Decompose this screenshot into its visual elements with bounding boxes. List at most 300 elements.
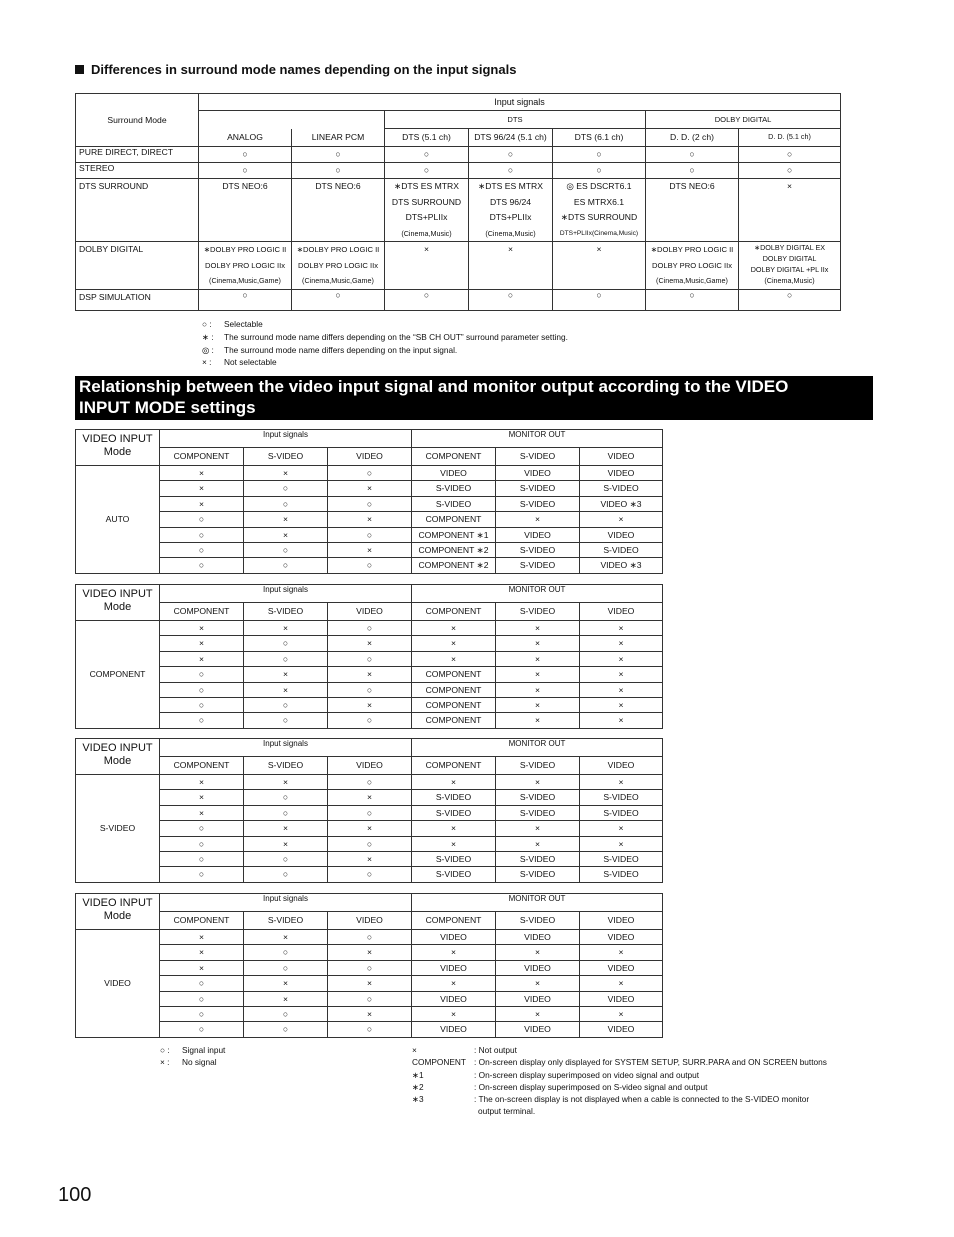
col-header: D. D. (2 ch) xyxy=(646,129,739,147)
table-row xyxy=(76,179,841,242)
legend-text: The surround mode name differs depending on the “SB CH OUT” surround parameter setting. xyxy=(224,331,568,342)
col-header: VIDEO xyxy=(328,448,412,466)
cell: × xyxy=(160,651,244,666)
cell: ○ xyxy=(244,1006,328,1021)
cell: × xyxy=(496,945,580,960)
col-header: S-VIDEO xyxy=(244,448,328,466)
input-signals-header: Input signals xyxy=(160,894,412,912)
cell: ○ xyxy=(199,163,292,179)
cell: ○ xyxy=(160,1022,244,1037)
input-signals-header: Input signals xyxy=(199,94,841,111)
cell: S-VIDEO xyxy=(496,542,580,557)
row-label: DTS SURROUND xyxy=(76,179,199,242)
cell-line: ∗DTS ES MTRX xyxy=(394,181,459,191)
cell: ○ xyxy=(199,290,292,311)
legend-item xyxy=(412,1069,827,1081)
cell: COMPONENT ∗1 xyxy=(412,527,496,542)
cell: × xyxy=(580,713,663,728)
table-row xyxy=(76,851,663,866)
cell: × xyxy=(580,682,663,697)
legend-text: : Not output xyxy=(474,1045,517,1055)
cell: ○ xyxy=(646,163,739,179)
cell: VIDEO xyxy=(580,960,663,975)
cell: S-VIDEO xyxy=(496,851,580,866)
cell-line: ∗DTS SURROUND xyxy=(560,212,638,222)
cell: COMPONENT xyxy=(412,697,496,712)
section-banner-video-input xyxy=(75,376,873,420)
cell: × xyxy=(496,667,580,682)
cell: S-VIDEO xyxy=(580,790,663,805)
cell xyxy=(469,179,553,242)
cell: × xyxy=(580,621,663,636)
table-row xyxy=(76,836,663,851)
legend-key: ∗1 xyxy=(412,1069,424,1080)
header-row xyxy=(76,448,663,466)
cell: ○ xyxy=(739,290,841,311)
cell: S-VIDEO xyxy=(496,496,580,511)
col-header: S-VIDEO xyxy=(244,912,328,930)
cell: ○ xyxy=(646,290,739,311)
cell: S-VIDEO xyxy=(496,790,580,805)
legend-item xyxy=(412,1081,827,1093)
table-row xyxy=(76,682,663,697)
cell: ○ xyxy=(160,867,244,882)
cell: ○ xyxy=(160,713,244,728)
cell: ○ xyxy=(328,867,412,882)
cell: ○ xyxy=(385,163,469,179)
table-row xyxy=(76,697,663,712)
cell: × xyxy=(496,636,580,651)
input-signals-header: Input signals xyxy=(160,585,412,603)
cell: × xyxy=(328,667,412,682)
cell: × xyxy=(328,1006,412,1021)
cell-line: ∗DOLBY PRO LOGIC II xyxy=(296,245,380,254)
cell: ○ xyxy=(385,290,469,311)
header-line: VIDEO INPUT xyxy=(82,897,153,909)
cell: ○ xyxy=(244,636,328,651)
cell: × xyxy=(412,621,496,636)
col-header: VIDEO xyxy=(580,448,663,466)
table-row xyxy=(76,713,663,728)
col-header: COMPONENT xyxy=(160,603,244,621)
cell-line: ES MTRX6.1 xyxy=(573,196,625,207)
cell: ○ xyxy=(292,290,385,311)
legend-item xyxy=(202,331,568,344)
cell: ○ xyxy=(244,558,328,573)
table-row xyxy=(76,290,841,311)
cell-line: (Cinema,Music) xyxy=(764,276,815,285)
video-legend-left xyxy=(160,1044,225,1069)
monitor-out-header: MONITOR OUT xyxy=(412,430,663,448)
cell: × xyxy=(160,481,244,496)
col-header: VIDEO xyxy=(580,603,663,621)
col-header: S-VIDEO xyxy=(496,757,580,775)
cell: S-VIDEO xyxy=(580,542,663,557)
legend-item xyxy=(160,1056,225,1068)
legend-item xyxy=(202,318,568,331)
row-label: DOLBY DIGITAL xyxy=(76,242,199,290)
col-header: VIDEO xyxy=(328,603,412,621)
cell: × xyxy=(328,636,412,651)
cell: ○ xyxy=(328,621,412,636)
cell: ○ xyxy=(244,481,328,496)
cell-line: DTS 96/24 xyxy=(489,196,532,207)
cell: × xyxy=(160,636,244,651)
cell: S-VIDEO xyxy=(580,481,663,496)
cell: × xyxy=(160,621,244,636)
cell: ○ xyxy=(244,542,328,557)
header-line: VIDEO INPUT xyxy=(82,742,153,754)
cell: ○ xyxy=(646,147,739,163)
cell: × xyxy=(328,790,412,805)
cell: × xyxy=(580,976,663,991)
cell: × xyxy=(160,496,244,511)
cell-line: DOLBY PRO LOGIC IIx xyxy=(204,260,286,270)
cell: × xyxy=(496,621,580,636)
col-header: S-VIDEO xyxy=(244,603,328,621)
cell: ○ xyxy=(244,1022,328,1037)
monitor-out-header: MONITOR OUT xyxy=(412,894,663,912)
blank-header xyxy=(199,111,385,129)
table-row xyxy=(76,991,663,1006)
cell: S-VIDEO xyxy=(580,805,663,820)
cell: × xyxy=(580,836,663,851)
cell: × xyxy=(328,697,412,712)
table-row xyxy=(76,651,663,666)
table-row xyxy=(76,867,663,882)
legend-text: Selectable xyxy=(224,319,263,329)
table-row xyxy=(76,481,663,496)
table-row xyxy=(76,790,663,805)
cell: ○ xyxy=(469,147,553,163)
legend-item xyxy=(412,1056,827,1068)
video-legend-right xyxy=(412,1044,827,1118)
legend-key: ○ : xyxy=(202,319,212,329)
legend-key: × xyxy=(412,1045,417,1055)
cell-line: DOLBY PRO LOGIC IIx xyxy=(297,260,379,270)
cell: × xyxy=(496,512,580,527)
cell: ○ xyxy=(328,496,412,511)
cell: × xyxy=(496,976,580,991)
cell: ○ xyxy=(160,821,244,836)
cell xyxy=(646,242,739,290)
cell-line: (Cinema,Music) xyxy=(485,228,536,238)
cell xyxy=(739,242,841,290)
cell: S-VIDEO xyxy=(412,790,496,805)
cell: × xyxy=(496,836,580,851)
table-row xyxy=(76,512,663,527)
col-header: VIDEO xyxy=(328,757,412,775)
cell: ○ xyxy=(244,496,328,511)
cell-line: (Cinema,Music) xyxy=(401,228,452,238)
legend-key xyxy=(412,1105,474,1117)
header-line: Mode xyxy=(103,755,132,767)
cell: × xyxy=(244,821,328,836)
cell: ○ xyxy=(553,163,646,179)
cell-line: DOLBY PRO LOGIC IIx xyxy=(651,260,733,270)
section-heading-surround-modes xyxy=(75,62,516,77)
legend-text: : On-screen display superimposed on S-video signal and output xyxy=(474,1081,708,1092)
col-header: S-VIDEO xyxy=(496,603,580,621)
cell: × xyxy=(412,636,496,651)
cell: ○ xyxy=(244,790,328,805)
table-row xyxy=(76,930,663,945)
cell: × xyxy=(244,930,328,945)
row-label: PURE DIRECT, DIRECT xyxy=(76,147,199,163)
legend-item xyxy=(412,1093,827,1105)
row-label: DSP SIMULATION xyxy=(76,290,199,311)
cell: × xyxy=(244,466,328,481)
cell: × xyxy=(412,1006,496,1021)
cell-line: DTS SURROUND xyxy=(391,196,462,207)
input-signals-header: Input signals xyxy=(160,739,412,757)
cell: × xyxy=(580,821,663,836)
col-header: COMPONENT xyxy=(160,448,244,466)
cell: × xyxy=(580,667,663,682)
table-row xyxy=(76,775,663,790)
surround-legend xyxy=(202,318,568,369)
cell: ○ xyxy=(328,930,412,945)
header-row xyxy=(76,739,663,757)
cell: VIDEO xyxy=(580,930,663,945)
legend-item xyxy=(202,356,568,369)
cell: ○ xyxy=(160,1006,244,1021)
video-input-mode-header xyxy=(76,585,160,621)
cell: VIDEO xyxy=(580,527,663,542)
cell: × xyxy=(412,821,496,836)
legend-text: : On-screen display only displayed for SYSTEM SETUP, SURR.PARA and ON SCREEN buttons xyxy=(474,1057,827,1068)
cell: ○ xyxy=(328,775,412,790)
square-bullet-icon xyxy=(75,65,84,74)
header-line: VIDEO INPUT xyxy=(82,433,153,445)
cell: S-VIDEO xyxy=(412,805,496,820)
page-number: 100 xyxy=(58,1184,92,1206)
header-row xyxy=(76,603,663,621)
cell: VIDEO xyxy=(496,930,580,945)
input-signals-header: Input signals xyxy=(160,430,412,448)
cell: ○ xyxy=(160,667,244,682)
col-header: COMPONENT xyxy=(160,912,244,930)
table-row xyxy=(76,1006,663,1021)
video-input-mode-header xyxy=(76,894,160,930)
col-header: VIDEO xyxy=(580,757,663,775)
cell: COMPONENT xyxy=(412,682,496,697)
cell: × xyxy=(496,697,580,712)
cell: ○ xyxy=(244,867,328,882)
cell: × xyxy=(244,682,328,697)
cell: × xyxy=(160,945,244,960)
cell: ○ xyxy=(553,147,646,163)
cell xyxy=(385,179,469,242)
legend-text: Not selectable xyxy=(224,357,277,368)
col-header: S-VIDEO xyxy=(244,757,328,775)
legend-text: : The on-screen display is not displayed when a cable is connected to the S-VIDEO monitor xyxy=(474,1094,810,1105)
cell: ○ xyxy=(244,713,328,728)
cell: COMPONENT xyxy=(412,512,496,527)
col-header: ANALOG xyxy=(199,129,292,147)
cell: × xyxy=(469,242,553,290)
table-row xyxy=(76,147,841,163)
cell: × xyxy=(328,821,412,836)
cell: COMPONENT xyxy=(412,713,496,728)
mode-label: VIDEO xyxy=(76,930,160,1038)
cell: ○ xyxy=(160,836,244,851)
cell: VIDEO xyxy=(412,930,496,945)
cell: ○ xyxy=(160,976,244,991)
cell: × xyxy=(496,713,580,728)
video-input-mode-header xyxy=(76,739,160,775)
cell: × xyxy=(580,651,663,666)
table-row xyxy=(76,821,663,836)
cell: ○ xyxy=(553,290,646,311)
table-row xyxy=(76,466,663,481)
video-mode-table xyxy=(75,429,663,574)
cell: × xyxy=(328,945,412,960)
legend-key: ∗2 xyxy=(412,1081,424,1092)
cell: VIDEO xyxy=(496,991,580,1006)
col-header: COMPONENT xyxy=(412,757,496,775)
legend-item xyxy=(412,1105,827,1117)
cell: × xyxy=(580,636,663,651)
cell: × xyxy=(412,945,496,960)
cell-line: (Cinema,Music,Game) xyxy=(209,276,281,285)
cell: S-VIDEO xyxy=(496,805,580,820)
cell: ○ xyxy=(160,527,244,542)
cell: × xyxy=(160,960,244,975)
cell: ○ xyxy=(469,290,553,311)
table-row xyxy=(76,1022,663,1037)
table-row xyxy=(76,163,841,179)
cell: ○ xyxy=(328,805,412,820)
cell xyxy=(292,242,385,290)
cell: × xyxy=(580,945,663,960)
cell: × xyxy=(739,179,841,242)
cell: × xyxy=(244,527,328,542)
cell: VIDEO xyxy=(412,466,496,481)
cell: VIDEO xyxy=(412,991,496,1006)
cell: × xyxy=(160,930,244,945)
header-row xyxy=(76,894,663,912)
cell: × xyxy=(160,775,244,790)
cell: × xyxy=(328,542,412,557)
legend-key: ○ : xyxy=(160,1045,170,1055)
cell: ○ xyxy=(328,1022,412,1037)
table-row xyxy=(76,496,663,511)
header-line: Mode xyxy=(103,601,132,613)
table-row xyxy=(76,960,663,975)
monitor-out-header: MONITOR OUT xyxy=(412,739,663,757)
cell: × xyxy=(160,805,244,820)
cell: ○ xyxy=(160,558,244,573)
cell-line: ∗DOLBY PRO LOGIC II xyxy=(650,245,734,254)
cell: S-VIDEO xyxy=(412,867,496,882)
cell: ○ xyxy=(328,991,412,1006)
table-row xyxy=(76,945,663,960)
header-row xyxy=(76,912,663,930)
cell: VIDEO ∗3 xyxy=(580,558,663,573)
cell: VIDEO xyxy=(496,466,580,481)
cell: COMPONENT xyxy=(412,667,496,682)
table-row xyxy=(76,667,663,682)
cell: ○ xyxy=(385,147,469,163)
cell: ○ xyxy=(328,960,412,975)
cell: ○ xyxy=(328,651,412,666)
cell: VIDEO xyxy=(580,991,663,1006)
cell: ○ xyxy=(160,682,244,697)
cell-line: ∗DTS ES MTRX xyxy=(478,181,543,191)
monitor-out-header: MONITOR OUT xyxy=(412,585,663,603)
cell: × xyxy=(553,242,646,290)
cell-line: ∗DOLBY PRO LOGIC II xyxy=(203,245,287,254)
cell: ○ xyxy=(244,945,328,960)
cell: VIDEO xyxy=(412,1022,496,1037)
col-header: DTS (5.1 ch) xyxy=(385,129,469,147)
cell-line: (Cinema,Music,Game) xyxy=(302,276,374,285)
banner-title-line: INPUT MODE settings xyxy=(79,398,256,417)
cell: × xyxy=(244,667,328,682)
cell: × xyxy=(160,466,244,481)
legend-item xyxy=(412,1044,827,1056)
dts-group-header: DTS xyxy=(385,111,646,129)
cell: ○ xyxy=(244,697,328,712)
cell: × xyxy=(385,242,469,290)
cell-line: ◎ ES DSCRT6.1 xyxy=(566,181,632,191)
col-header: S-VIDEO xyxy=(496,912,580,930)
cell-line: DOLBY DIGITAL +PL IIx xyxy=(750,265,829,274)
col-header: DTS 96/24 (5.1 ch) xyxy=(469,129,553,147)
cell: ○ xyxy=(739,163,841,179)
cell-line: DTS+PLIIx xyxy=(405,212,448,222)
cell: S-VIDEO xyxy=(580,851,663,866)
legend-text: output terminal. xyxy=(478,1106,536,1117)
cell: ○ xyxy=(199,147,292,163)
col-header: COMPONENT xyxy=(160,757,244,775)
cell: COMPONENT ∗2 xyxy=(412,558,496,573)
col-header: VIDEO xyxy=(328,912,412,930)
cell: × xyxy=(244,836,328,851)
cell: ○ xyxy=(160,851,244,866)
cell: × xyxy=(412,836,496,851)
cell: × xyxy=(412,651,496,666)
cell: ○ xyxy=(160,991,244,1006)
legend-item xyxy=(202,344,568,357)
cell: ○ xyxy=(244,851,328,866)
cell-line: ∗DOLBY DIGITAL EX xyxy=(754,243,826,252)
cell: ○ xyxy=(739,147,841,163)
table-row xyxy=(76,527,663,542)
legend-key: ∗ : xyxy=(202,331,214,342)
legend-text: No signal xyxy=(182,1057,217,1068)
legend-text: The surround mode name differs depending on the input signal. xyxy=(224,344,458,355)
cell: COMPONENT ∗2 xyxy=(412,542,496,557)
header-row xyxy=(76,585,663,603)
legend-key: COMPONENT xyxy=(412,1057,466,1068)
video-mode-table xyxy=(75,893,663,1038)
legend-text: Signal input xyxy=(182,1045,226,1055)
header-row xyxy=(76,757,663,775)
cell: × xyxy=(496,775,580,790)
cell: × xyxy=(244,976,328,991)
cell: ○ xyxy=(292,147,385,163)
cell: VIDEO xyxy=(496,527,580,542)
dolby-digital-group-header: DOLBY DIGITAL xyxy=(646,111,841,129)
cell: ○ xyxy=(328,558,412,573)
header-line: Mode xyxy=(103,910,132,922)
legend-key: ∗3 xyxy=(412,1094,424,1105)
cell: S-VIDEO xyxy=(580,867,663,882)
legend-item xyxy=(160,1044,225,1056)
cell: × xyxy=(496,1006,580,1021)
